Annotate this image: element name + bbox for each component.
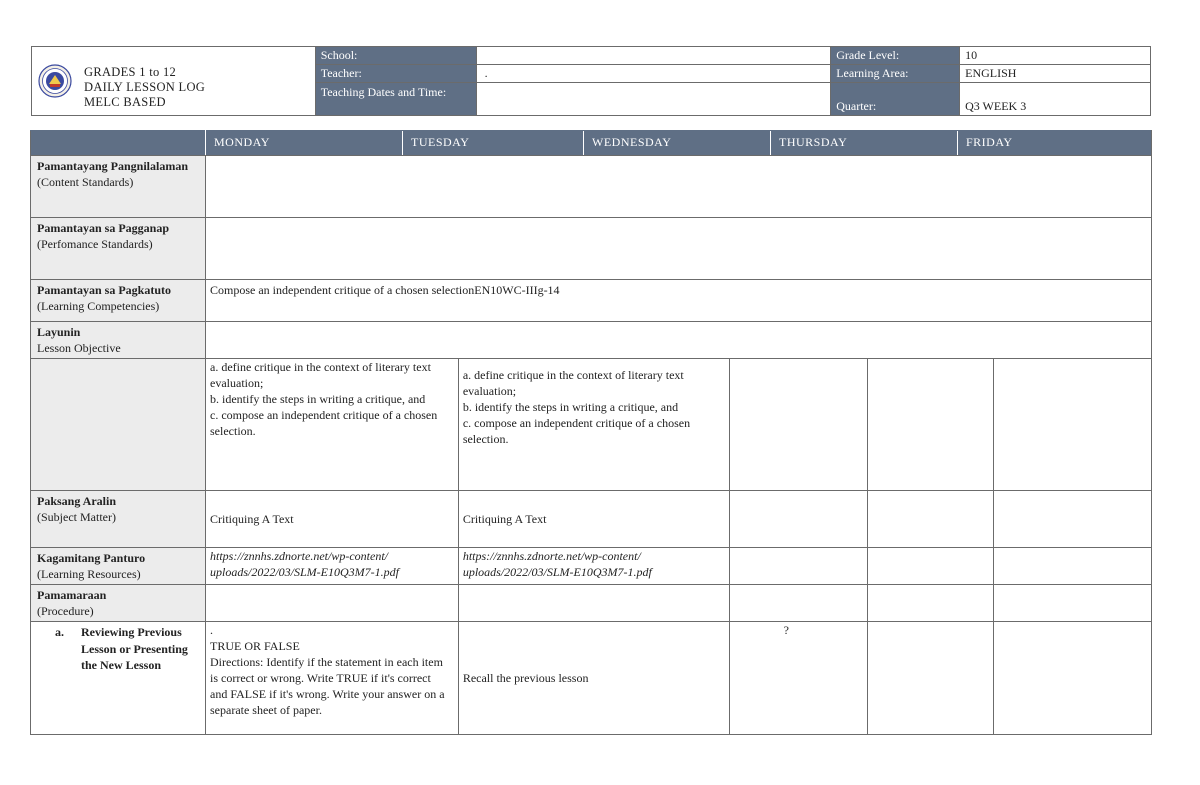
review-monday-directions: Directions: Identify if the statement in each item is correct or wrong. Write TRUE if it's correct <box>210 655 443 685</box>
objective-subtitle: Lesson Objective <box>37 341 121 355</box>
review-wednesday[interactable]: ? <box>729 622 868 735</box>
area-value[interactable]: ENGLISH <box>960 65 1151 83</box>
day-monday: MONDAY <box>206 131 403 155</box>
procedure-subtitle: (Procedure) <box>37 604 94 618</box>
header-table <box>31 46 1151 116</box>
performance-standards-value[interactable] <box>206 218 1152 280</box>
review-thursday[interactable] <box>868 622 994 735</box>
subject-subtitle: (Subject Matter) <box>37 510 116 524</box>
resources-thursday[interactable] <box>868 548 994 585</box>
objective-tue-c: c. compose an independent critique of a chosen selection. <box>462 416 691 446</box>
subject-title: Paksang Aralin <box>37 494 117 508</box>
teacher-value[interactable]: . <box>476 65 831 83</box>
school-value[interactable] <box>476 47 831 65</box>
day-header-blank <box>31 131 206 156</box>
procedure-friday[interactable] <box>994 585 1152 622</box>
objective-tue-b: b. identify the steps in writing a critique, and <box>462 400 679 414</box>
review-friday[interactable] <box>994 622 1152 735</box>
objective-label <box>31 322 206 359</box>
objective-mon-a: a. define critique in the context of literary text evaluation; <box>210 360 431 390</box>
lesson-log-table <box>30 130 1152 735</box>
resources-friday[interactable] <box>994 548 1152 585</box>
procedure-row <box>31 585 1152 622</box>
resources-monday-link-2[interactable]: uploads/2022/03/SLM-E10Q3M7-1.pdf <box>210 565 399 579</box>
procedure-label <box>31 585 206 622</box>
day-friday: FRIDAY <box>966 135 1013 149</box>
resources-monday[interactable] <box>206 548 459 585</box>
review-monday-directions-2: and FALSE if it's wrong. Write your answer on a separate sheet of paper. <box>210 687 445 717</box>
resources-tuesday[interactable] <box>458 548 729 585</box>
procedure-tuesday[interactable] <box>458 585 729 622</box>
resources-tuesday-link-1[interactable]: https://znnhs.zdnorte.net/wp-content/ <box>462 549 641 563</box>
performance-standards-row <box>31 218 1152 280</box>
dates-value[interactable] <box>476 83 831 116</box>
objectives-detail-row <box>31 359 1152 491</box>
day-wednesday: WEDNESDAY <box>584 131 771 155</box>
area-label: Learning Area: <box>831 65 960 83</box>
resources-tuesday-link-2[interactable]: uploads/2022/03/SLM-E10Q3M7-1.pdf <box>462 565 652 579</box>
objective-tue-a: a. define critique in the context of literary text evaluation; <box>462 368 684 398</box>
brand-cell <box>32 47 316 116</box>
resources-row <box>31 548 1152 585</box>
competencies-label <box>31 280 206 322</box>
subject-label <box>31 491 206 548</box>
content-standards-label <box>31 156 206 218</box>
resources-wednesday[interactable] <box>729 548 868 585</box>
subject-row <box>31 491 1152 548</box>
procedure-monday[interactable] <box>206 585 459 622</box>
school-label: School: <box>315 47 476 65</box>
competencies-title: Pamantayan sa Pagkatuto <box>37 283 172 297</box>
brand-subtitle: DAILY LESSON LOG <box>84 80 206 94</box>
quarter-value[interactable]: Q3 WEEK 3 <box>960 83 1151 116</box>
procedure-wednesday[interactable] <box>729 585 868 622</box>
objectives-detail-blank <box>31 359 206 491</box>
review-monday-dot: . <box>210 623 213 637</box>
brand-block <box>84 65 205 110</box>
grade-label: Grade Level: <box>831 47 960 65</box>
review-title: Reviewing Previous Lesson or Presenting the New Lesson <box>81 625 188 672</box>
review-monday-heading: TRUE OR FALSE <box>210 639 300 653</box>
review-row <box>31 622 1152 735</box>
competencies-value[interactable]: Compose an independent critique of a chosen selectionEN10WC-IIIg-14 <box>206 280 1152 322</box>
objective-value[interactable] <box>206 322 1152 359</box>
brand-title: GRADES 1 to 12 <box>84 65 177 79</box>
teacher-label: Teacher: <box>315 65 476 83</box>
review-label <box>31 622 206 735</box>
content-standards-subtitle: (Content Standards) <box>37 175 134 189</box>
objectives-thursday[interactable] <box>868 359 994 491</box>
content-standards-value[interactable] <box>206 156 1152 218</box>
subject-wednesday[interactable] <box>729 491 868 548</box>
grade-value[interactable]: 10 <box>960 47 1151 65</box>
objective-title: Layunin <box>37 325 81 339</box>
performance-standards-label <box>31 218 206 280</box>
subject-tuesday[interactable]: Critiquing A Text <box>458 491 729 548</box>
day-tuesday: TUESDAY <box>403 131 584 155</box>
resources-monday-link-1[interactable]: https://znnhs.zdnorte.net/wp-content/ <box>210 549 388 563</box>
dates-label: Teaching Dates and Time: <box>315 83 476 116</box>
quarter-label: Quarter: <box>831 83 960 116</box>
objective-mon-c: c. compose an independent critique of a chosen selection. <box>210 408 438 438</box>
review-monday[interactable] <box>206 622 459 735</box>
resources-title: Kagamitang Panturo <box>37 551 146 565</box>
subject-monday[interactable]: Critiquing A Text <box>206 491 459 548</box>
objectives-friday[interactable] <box>994 359 1152 491</box>
day-thursday: THURSDAY <box>771 131 958 155</box>
day-header-row <box>31 131 1152 156</box>
subject-friday[interactable] <box>994 491 1152 548</box>
procedure-title: Pamamaraan <box>37 588 107 602</box>
content-standards-row <box>31 156 1152 218</box>
procedure-thursday[interactable] <box>868 585 994 622</box>
objectives-wednesday[interactable] <box>729 359 868 491</box>
resources-label <box>31 548 206 585</box>
subject-thursday[interactable] <box>868 491 994 548</box>
review-tuesday[interactable]: Recall the previous lesson <box>458 622 729 735</box>
competencies-row <box>31 280 1152 322</box>
objectives-monday[interactable] <box>206 359 459 491</box>
performance-standards-subtitle: (Perfomance Standards) <box>37 237 153 251</box>
objective-mon-b: b. identify the steps in writing a critique, and <box>210 392 426 406</box>
objective-row <box>31 322 1152 359</box>
brand-tag: MELC BASED <box>84 95 166 109</box>
review-number: a. <box>55 625 64 639</box>
competencies-subtitle: (Learning Competencies) <box>37 299 160 313</box>
deped-seal-icon <box>38 64 72 98</box>
objectives-tuesday[interactable] <box>458 359 729 491</box>
performance-standards-title: Pamantayan sa Pagganap <box>37 221 170 235</box>
resources-subtitle: (Learning Resources) <box>37 567 141 581</box>
content-standards-title: Pamantayang Pangnilalaman <box>37 159 189 173</box>
